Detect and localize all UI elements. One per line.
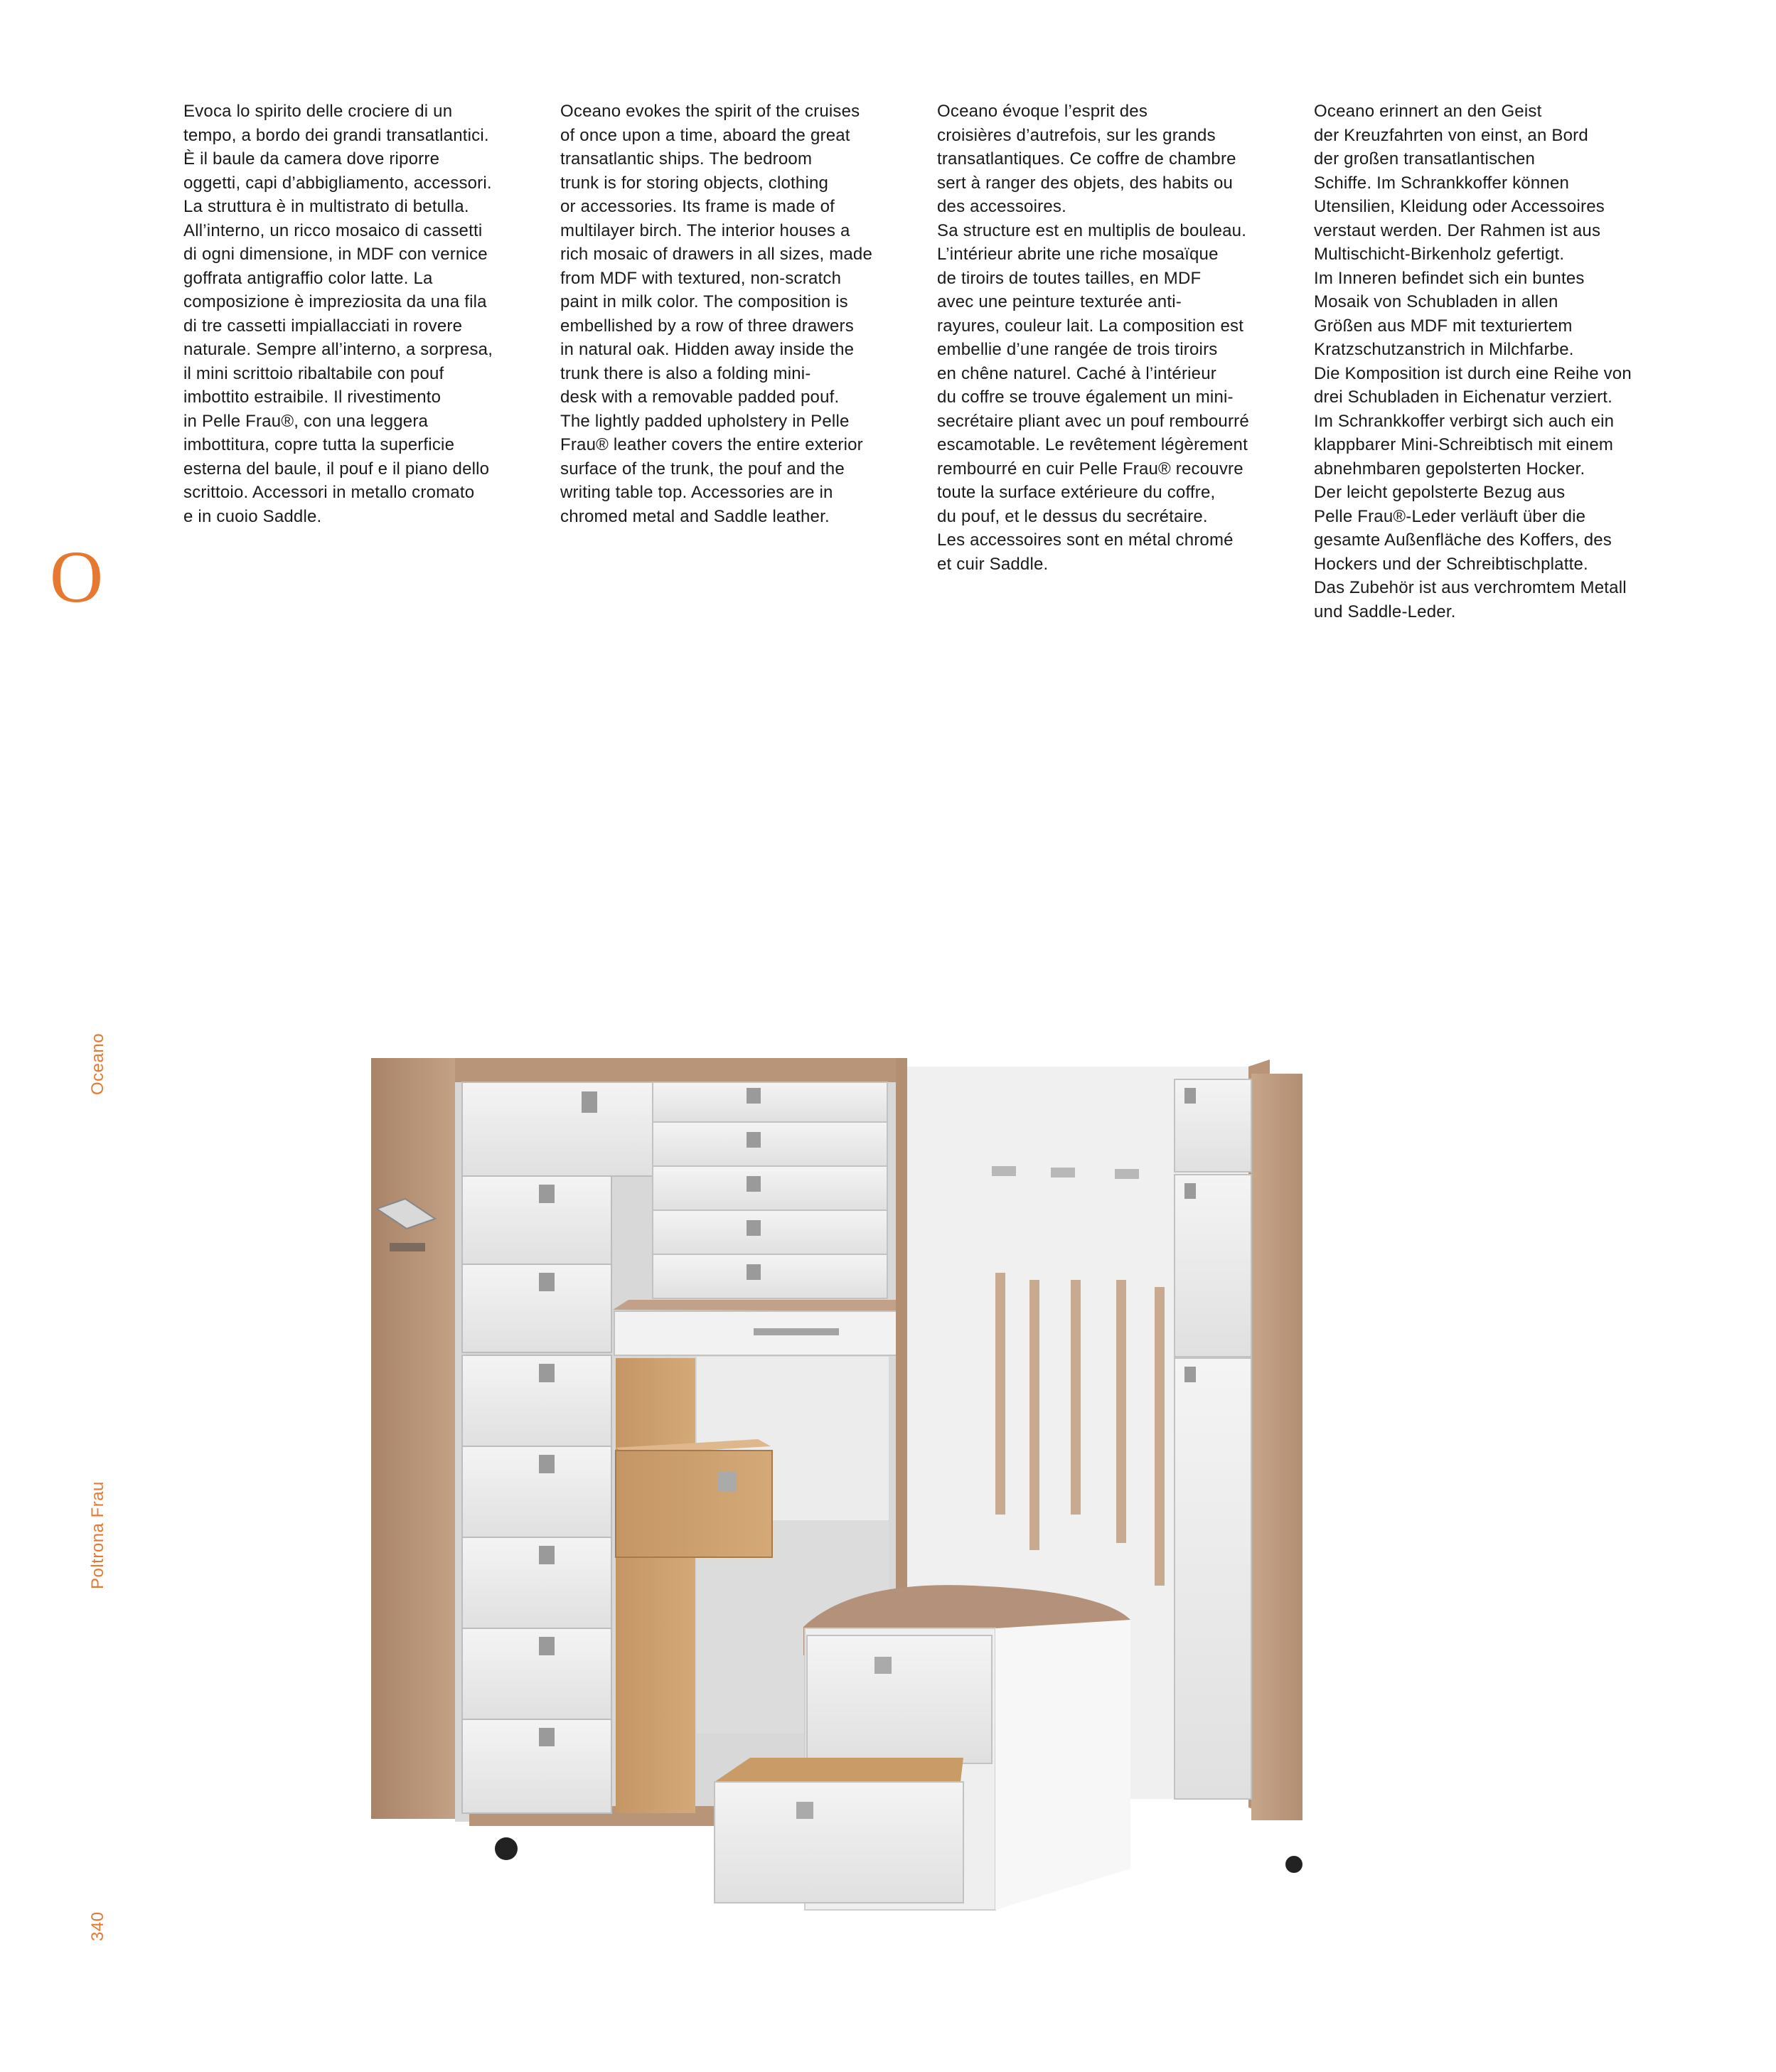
brand-name-vertical: Poltrona Frau [88, 1481, 107, 1589]
oceano-trunk-photo [0, 960, 1776, 1920]
text-column-english: Oceano evokes the spirit of the cruises of once upon a time, aboard the great transatlantic ships. The bedroom trunk is for storing objects, clothing or accessories. Its frame is made of multilayer birch. The interior houses a rich mosaic of drawers in all sizes, made from MDF with textured, non-scratch paint in milk color. The composition is embellished by a row of three drawers in natural oak. Hidden away inside the trunk there is also a folding mini- desk with a removable padded pouf. The lightly padded upholstery in Pelle Frau® leather covers the entire exterior surface of the trunk, the pouf and the writing table top. Accessories are in chromed metal and Saddle leather. [560, 102, 873, 526]
text-column-german: Oceano erinnert an den Geist der Kreuzfahrten von einst, an Bord der großen transatlantischen Schiffe. Im Schrankkoffer können Utensilien, Kleidung oder Accessoires verstaut werden. Der Rahmen ist aus Multischicht-Birkenholz gefertigt. Im Inneren befindet sich ein buntes Mosaik von Schubladen in allen Größen aus MDF mit texturiertem Kratzschutzanstrich in Milchfarbe. Die Komposition ist durch eine Reihe von drei Schubladen in Eichenatur verziert. Im Schrankkoffer verbirgt sich auch ein klappbarer Mini-Schreibtisch mit einem abnehmbaren gepolsterten Hocker. Der leicht gepolsterte Bezug aus Pelle Frau®-Leder verläuft über die gesamte Außenfläche des Koffers, des Hockers und der Schreibtischplatte. Das Zubehör ist aus verchromtem Metall und Saddle-Leder. [1314, 102, 1632, 621]
page-number: 340 [88, 1911, 107, 1941]
text-column-italian: Evoca lo spirito delle crociere di un tempo, a bordo dei grandi transatlantici. È il baule da camera dove riporre oggetti, capi d’abbigliamento, accessori. La struttura è in multistrato di betulla. All’interno, un ricco mosaico di cassetti di ogni dimensione, in MDF con vernice goffrata antigraffio color latte. La composizione è impreziosita da una fila di tre cassetti impiallacciati in rovere naturale. Sempre all’interno, a sorpresa, il mini scrittoio ribaltabile con pouf imbottito estraibile. Il rivestimento in Pelle Frau®, con una leggera imbottitura, copre tutta la superficie esterna del baule, il pouf e il piano dello scrittoio. Accessori in metallo cromato e in cuoio Saddle. [183, 102, 493, 526]
text-column-french: Oceano évoque l’esprit des croisières d’autrefois, sur les grands transatlantiques. Ce coffre de chambre sert à ranger des objets, des habits ou des accessoires. Sa structure est en multiplis de bouleau. L’intérieur abrite une riche mosaïque de tiroirs de toutes tailles, en MDF avec une peinture texturée anti- rayures, couleur lait. La composition est embellie d’une rangée de trois tiroirs en chêne naturel. Caché à l’intérieur du coffre se trouve également un mini- secrétaire pliant avec un pouf rembourré escamotable. Le revêtement légèrement rembourré en cuir Pelle Frau® recouvre toute la surface extérieure du coffre, du pouf, et le dessus du secrétaire. Les accessoires sont en métal chromé et cuir Saddle. [937, 102, 1249, 574]
product-name-vertical: Oceano [88, 1032, 107, 1095]
section-letter: O [50, 536, 104, 618]
